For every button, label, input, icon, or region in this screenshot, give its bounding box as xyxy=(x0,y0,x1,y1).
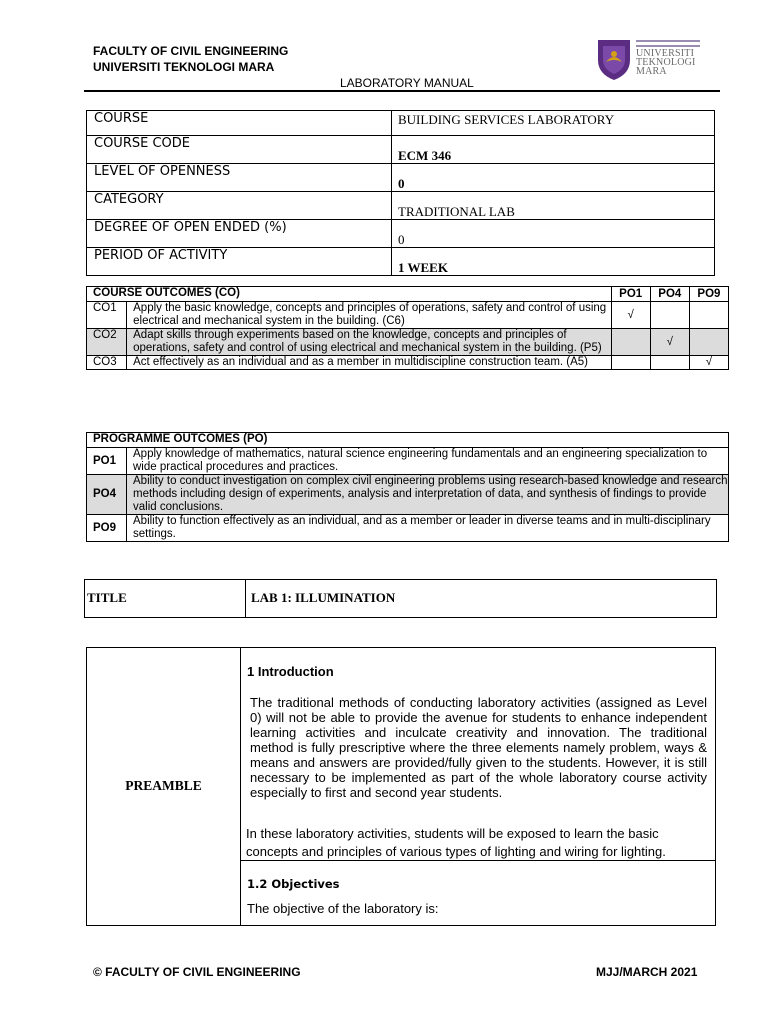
co-mark xyxy=(689,302,728,329)
document-type: LABORATORY MANUAL xyxy=(340,76,474,90)
co-row xyxy=(87,356,729,370)
info-row-category xyxy=(87,192,715,220)
co-text: Act effectively as an individual and as a member in multidiscipline construction team. (A5) xyxy=(127,356,612,370)
title-value: LAB 1: ILLUMINATION xyxy=(251,590,396,605)
intro-heading: 1 Introduction xyxy=(247,664,334,679)
po-code: PO1 xyxy=(87,448,127,475)
co-col-po1: PO1 xyxy=(611,287,650,302)
info-row-period xyxy=(87,248,715,276)
co-mark xyxy=(689,329,728,356)
course-outcomes-table xyxy=(86,286,729,370)
info-value: ECM 346 xyxy=(392,136,715,164)
co-col-po4: PO4 xyxy=(650,287,689,302)
co-col-po9: PO9 xyxy=(689,287,728,302)
title-label: TITLE xyxy=(87,590,127,605)
po-header-row xyxy=(87,433,729,448)
co-mark: √ xyxy=(650,329,689,356)
co-code: CO2 xyxy=(87,329,127,356)
faculty-name: FACULTY OF CIVIL ENGINEERING xyxy=(93,44,289,58)
info-label: LEVEL OF OPENNESS xyxy=(87,164,392,192)
preamble-divider xyxy=(240,648,241,925)
co-mark: √ xyxy=(611,302,650,329)
info-label: COURSE xyxy=(87,111,392,136)
po-code: PO4 xyxy=(87,475,127,515)
info-value: 1 WEEK xyxy=(392,248,715,276)
co-header-row xyxy=(87,287,729,302)
po-code: PO9 xyxy=(87,515,127,542)
info-row-course-code xyxy=(87,136,715,164)
po-row xyxy=(87,475,729,515)
objectives-heading: 1.2 Objectives xyxy=(247,877,340,891)
uitm-logo xyxy=(594,36,704,82)
crest-icon xyxy=(594,36,634,82)
title-divider xyxy=(245,580,246,617)
co-mark xyxy=(611,356,650,370)
po-text: Apply knowledge of mathematics, natural science engineering fundamentals and an engineering specialization to wide practical procedures and practices. xyxy=(127,448,729,475)
info-value: 0 xyxy=(392,164,715,192)
programme-outcomes-table xyxy=(86,432,729,542)
page-header xyxy=(93,43,288,75)
preamble-label: PREAMBLE xyxy=(125,778,202,793)
footer-copyright: © FACULTY OF CIVIL ENGINEERING xyxy=(93,965,301,979)
po-text: Ability to function effectively as an individual, and as a member or leader in diverse teams and in multi-disciplinary settings. xyxy=(127,515,729,542)
course-info-table xyxy=(86,110,715,276)
info-row-degree xyxy=(87,220,715,248)
co-mark xyxy=(650,302,689,329)
co-code: CO1 xyxy=(87,302,127,329)
title-table xyxy=(84,579,717,618)
info-row-course xyxy=(87,111,715,136)
info-row-level xyxy=(87,164,715,192)
footer-date: MJJ/MARCH 2021 xyxy=(596,965,698,979)
po-text: Ability to conduct investigation on complex civil engineering problems using research-based knowledge and research methods including design of experiments, analysis and interpretation of data, and synthesis of findings to provide valid conclusions. xyxy=(127,475,729,515)
co-text: Adapt skills through experiments based on the knowledge, concepts and principles of operations, safety and control of using electrical and mechanical system in the building. (P5) xyxy=(127,329,612,356)
intro-paragraph: The traditional methods of conducting laboratory activities (assigned as Level 0) will not be able to provide the avenue for students to enhance independent learning activities and inculcate creativity and innovation. The traditional method is fully prescriptive where the three elements namely problem, ways & means and answers are provided/fully given to the students. However, it is still necessary to be implemented as part of the whole laboratory course activity especially to first and second year students. xyxy=(250,695,707,800)
co-mark xyxy=(611,329,650,356)
co-text: Apply the basic knowledge, concepts and principles of operations, safety and control of using electrical and mechanical system in the building. (C6) xyxy=(127,302,612,329)
info-value: 0 xyxy=(392,220,715,248)
po-row xyxy=(87,448,729,475)
header-rule xyxy=(84,90,720,92)
info-label: COURSE CODE xyxy=(87,136,392,164)
info-label: PERIOD OF ACTIVITY xyxy=(87,248,392,276)
co-row xyxy=(87,302,729,329)
info-value: TRADITIONAL LAB xyxy=(392,192,715,220)
co-mark xyxy=(650,356,689,370)
po-row xyxy=(87,515,729,542)
preamble-table xyxy=(86,647,716,926)
intro-paragraph-2: In these laboratory activities, students will be exposed to learn the basic concepts and principles of various types of lighting and wiring for lighting. xyxy=(246,826,666,859)
co-row xyxy=(87,329,729,356)
info-label: CATEGORY xyxy=(87,192,392,220)
co-heading: COURSE OUTCOMES (CO) xyxy=(87,287,612,302)
objectives-text: The objective of the laboratory is: xyxy=(247,901,439,916)
po-heading: PROGRAMME OUTCOMES (PO) xyxy=(87,433,729,448)
info-value: BUILDING SERVICES LABORATORY xyxy=(392,111,715,136)
co-mark: √ xyxy=(689,356,728,370)
co-code: CO3 xyxy=(87,356,127,370)
university-name: UNIVERSITI TEKNOLOGI MARA xyxy=(93,60,275,74)
logo-wordmark: UNIVERSITI TEKNOLOGI MARA xyxy=(636,40,700,76)
info-label: DEGREE OF OPEN ENDED (%) xyxy=(87,220,392,248)
